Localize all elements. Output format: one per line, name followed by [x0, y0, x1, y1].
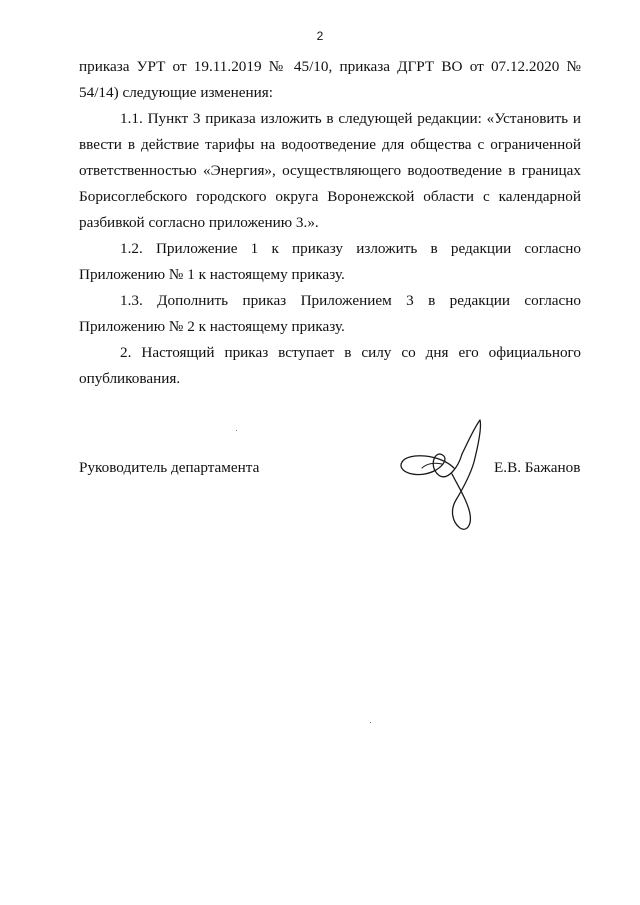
page-number: 2 [316, 29, 324, 43]
paragraph-item-1-3: 1.3. Дополнить приказ Приложением 3 в редакции согласно Приложению № 2 к настоящему приказу. [79, 292, 581, 335]
scan-speck [370, 722, 371, 723]
handwritten-signature [396, 418, 496, 543]
signatory-role: Руководитель департамента [79, 459, 260, 476]
paragraph-intro: приказа УРТ от 19.11.2019 № 45/10, приказа ДГРТ ВО от 07.12.2020 № 54/14) следующие изменения: [79, 58, 581, 101]
paragraph-item-1-2: 1.2. Приложение 1 к приказу изложить в редакции согласно Приложению № 1 к настоящему приказу. [79, 240, 581, 283]
scan-speck [236, 430, 237, 431]
signatory-name: Е.В. Бажанов [494, 459, 581, 476]
paragraph-item-1-1: 1.1. Пункт 3 приказа изложить в следующей редакции: «Установить и ввести в действие тарифы на водоотведение для общества с ограниченной ответственностью «Энергия», осуществляющего водоотведение в границах Борисоглебского городского округа Воронежской области с календарной разбивкой согласно приложению 3.». [79, 110, 581, 231]
paragraph-item-2: 2. Настоящий приказ вступает в силу со дня его официального опубликования. [79, 344, 581, 387]
